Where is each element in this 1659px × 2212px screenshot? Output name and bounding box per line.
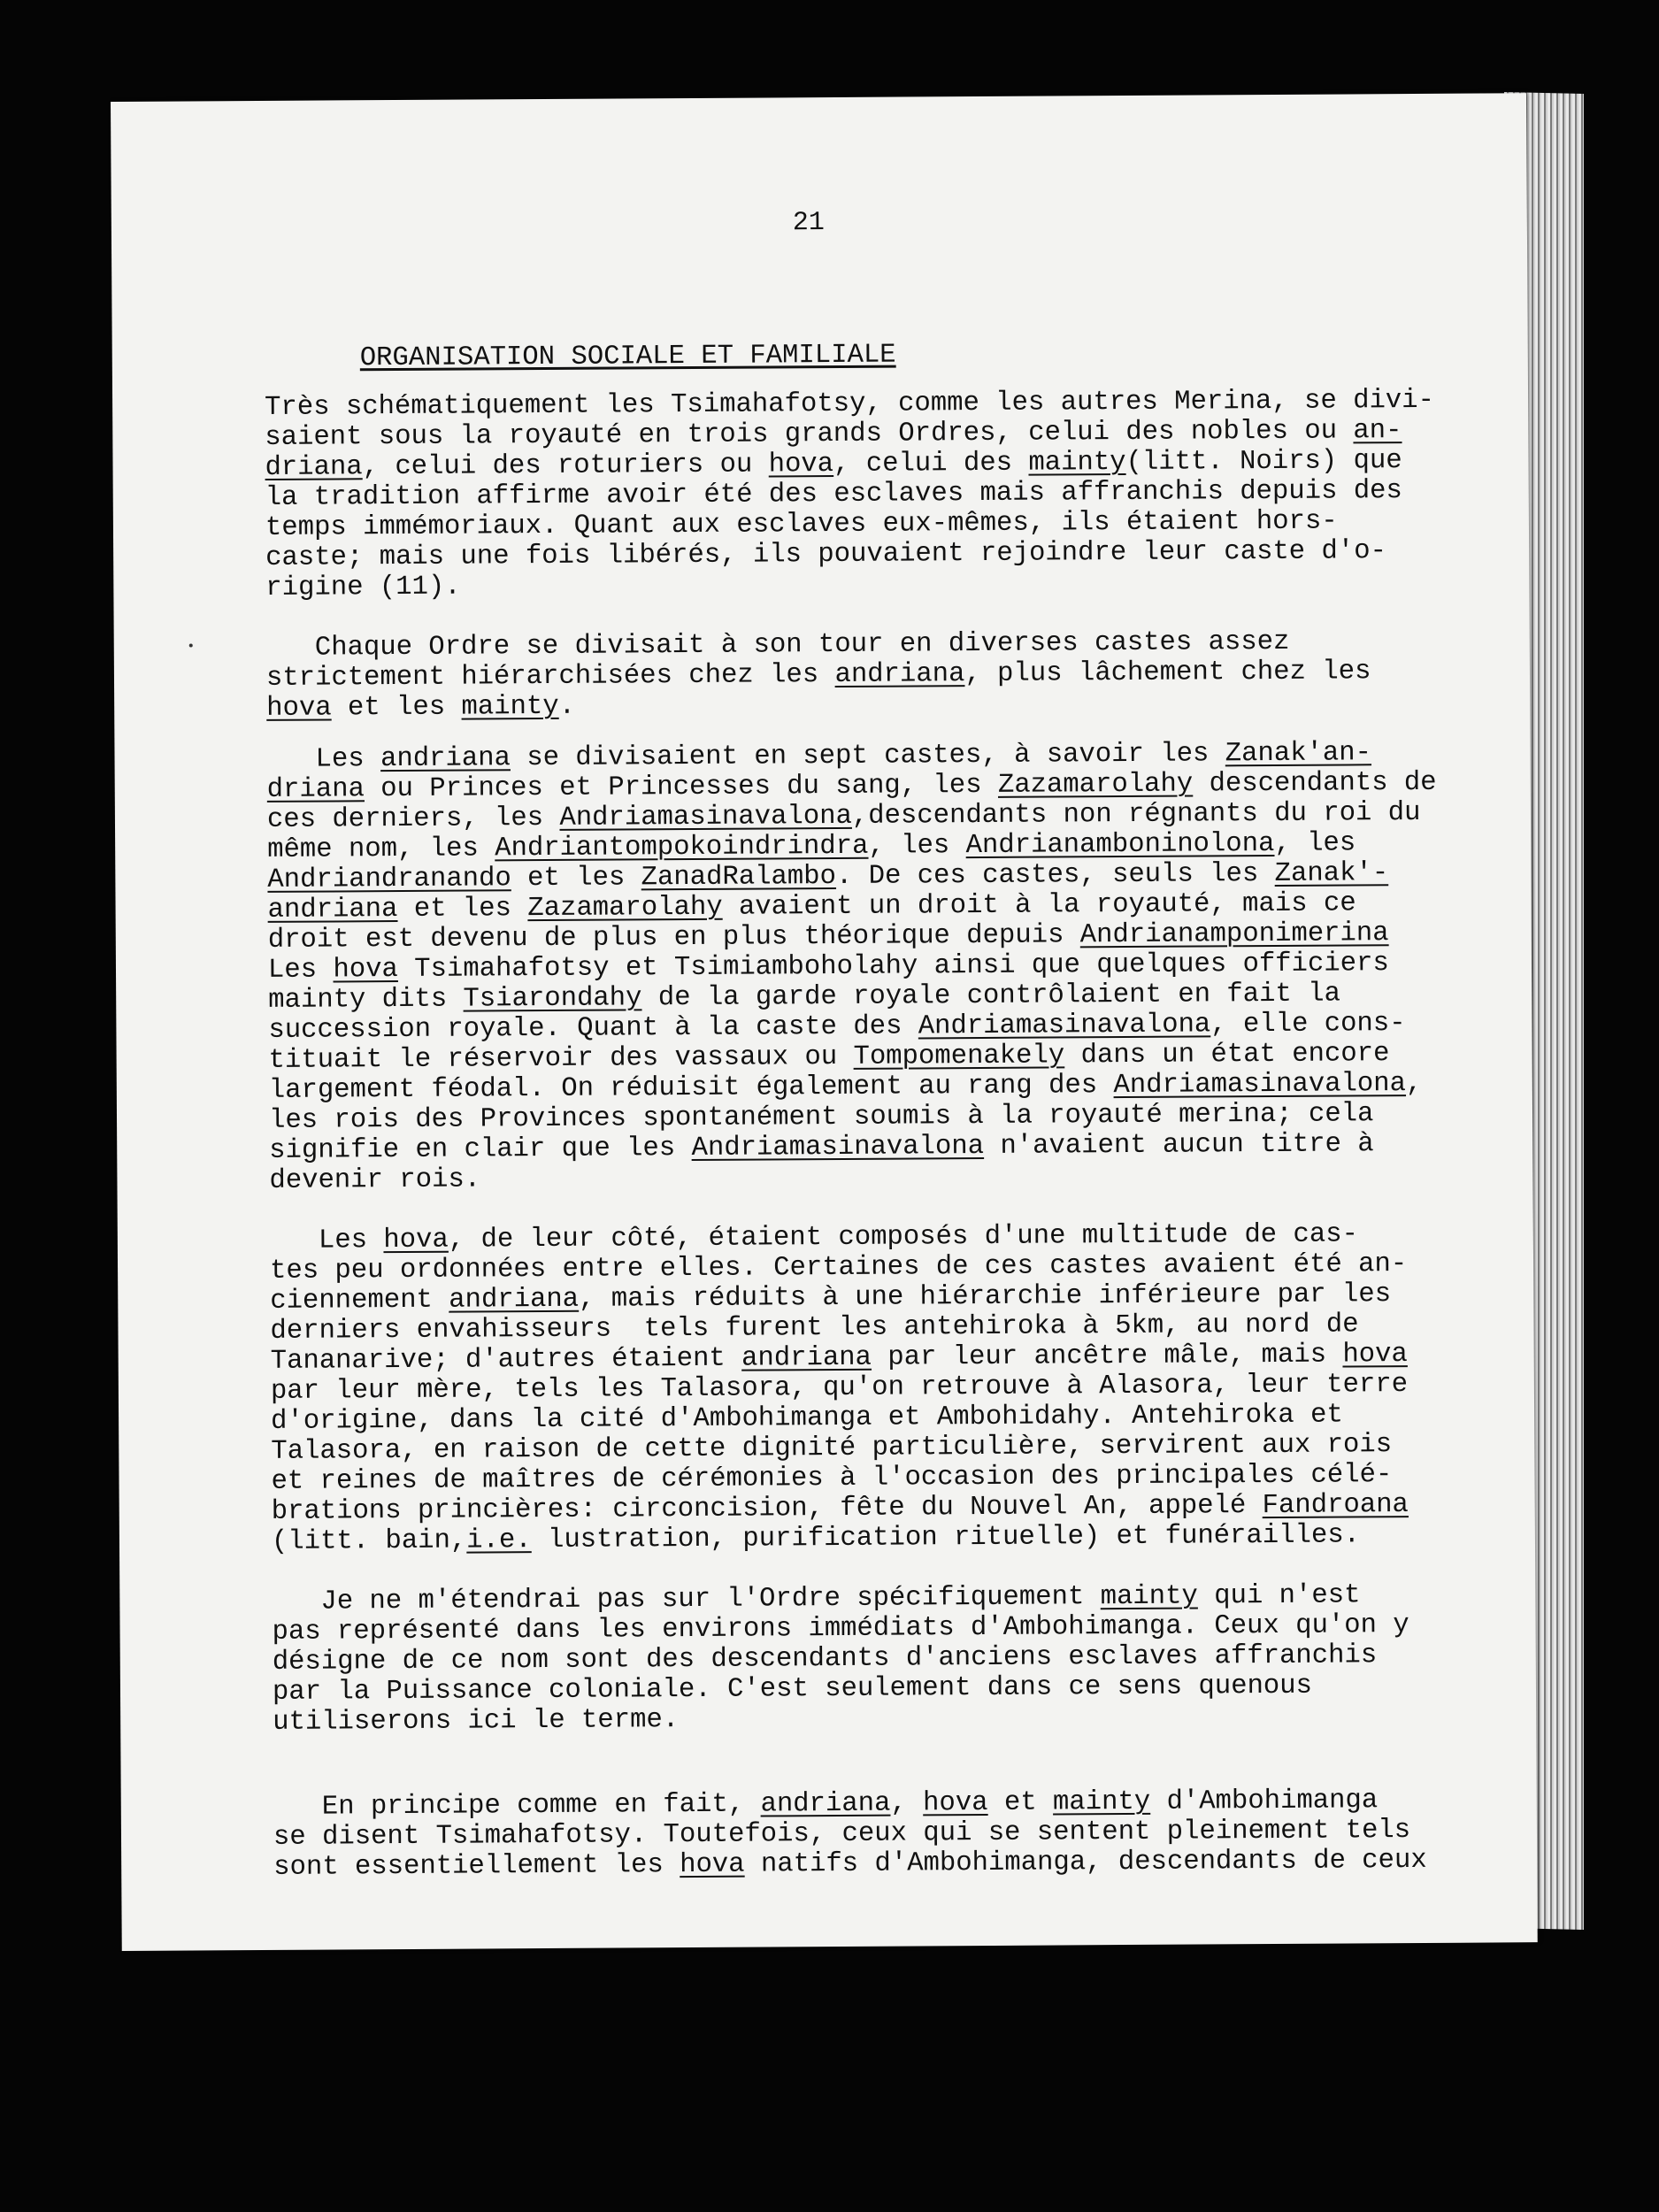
text-run: mainty dits — [268, 984, 464, 1016]
underlined-term: Fandroana — [1262, 1490, 1409, 1522]
underlined-term: Andriamasinavalona — [918, 1010, 1211, 1042]
underlined-term: mainty — [1028, 447, 1126, 479]
underlined-term: hova — [383, 1225, 449, 1256]
underlined-term: andriana — [834, 659, 965, 691]
text-run: droit est devenu de plus en plus théorique depuis — [267, 920, 1080, 956]
underlined-term: Tsiarondahy — [463, 983, 642, 1015]
underlined-term: Andriamasinavalona — [691, 1131, 985, 1164]
underlined-term: hova — [1342, 1340, 1408, 1371]
paragraph — [265, 385, 1522, 603]
text-run: strictement hiérarchisées chez les — [265, 660, 835, 694]
text-run: et les — [331, 692, 462, 724]
text-run: même nom, les — [267, 833, 495, 865]
text-run: par leur ancêtre mâle, mais — [871, 1340, 1343, 1373]
text-run: et — [987, 1787, 1054, 1818]
text-run: . — [558, 691, 576, 722]
text-run: , plus lâchement chez les — [964, 657, 1371, 690]
text-run: pas représenté dans les environs immédiats d'Ambohimanga. Ceux qu'on y — [272, 1610, 1409, 1647]
text-run: , de leur côté, étaient composés d'une multitude de cas- — [448, 1219, 1359, 1256]
underlined-term: Zazamarolahy — [997, 769, 1194, 801]
text-run: , celui des — [833, 448, 1029, 480]
text-run: les rois des Provinces spontanément soumis à la royauté merina; cela — [268, 1099, 1374, 1136]
text-run: se disent Tsimahafotsy. Toutefois, ceux qui se sentent pleinement tels — [273, 1816, 1411, 1853]
text-run: et les — [511, 863, 641, 895]
text-run: , — [890, 1788, 924, 1819]
underlined-term: driana — [265, 452, 363, 483]
text-run: , — [1405, 1068, 1423, 1100]
text-run: brations princières: circoncision, fête du Nouvel An, appelé — [271, 1491, 1263, 1527]
underlined-term: driana — [266, 774, 365, 805]
text-run: ces derniers, les — [266, 803, 560, 835]
underlined-term: Andriamasinavalona — [1113, 1069, 1407, 1102]
underlined-term: hova — [680, 1849, 745, 1881]
underlined-term: andriana — [760, 1788, 891, 1820]
text-run: En principe comme en fait, — [273, 1789, 761, 1823]
text-run: , les — [868, 831, 966, 862]
text-run: saient sous la royauté en trois grands Ordres, celui des nobles ou — [265, 416, 1354, 453]
text-run: natifs d'Ambohimanga, descendants de ceux — [744, 1845, 1427, 1880]
text-run: Chaque Ordre se divisait à son tour en diverses castes assez — [265, 626, 1290, 664]
text-run: Les — [266, 744, 381, 775]
underlined-term: Tompomenakely — [853, 1041, 1065, 1072]
text-run: ou Princes et Princesses du sang, les — [364, 770, 999, 805]
text-run: caste; mais une fois libérés, ils pouvaient rejoindre leur caste d'o- — [265, 536, 1387, 573]
text-run: signifie en clair que les — [269, 1133, 692, 1166]
underlined-term: Andrianamponimerina — [1079, 918, 1389, 951]
text-run: . De ces castes, seuls les — [835, 858, 1275, 893]
section-title: ORGANISATION SOCIALE ET FAMILIALE — [359, 340, 896, 374]
underlined-term: Andriandranando — [267, 864, 511, 895]
text-run: (litt. Noirs) que — [1125, 446, 1402, 478]
text-run: Talasora, en raison de cette dignité particulière, servirent aux rois — [271, 1430, 1393, 1467]
text-run: et reines de maîtres de cérémonies à l'occasion des principales célé- — [271, 1460, 1393, 1497]
text-run: , elle cons- — [1210, 1009, 1406, 1041]
text-run: par la Puissance coloniale. C'est seulement dans ce sens quenous — [272, 1671, 1313, 1708]
underlined-term: Zanak'an- — [1225, 738, 1372, 770]
underlined-term: andriana — [380, 743, 511, 775]
underlined-term: andriana — [267, 895, 398, 926]
text-run: dans un état encore — [1064, 1039, 1390, 1071]
text-run: tituait le réservoir des vassaux ou — [268, 1041, 854, 1076]
text-run: sont essentiellement les — [273, 1850, 680, 1883]
underlined-term: Zanak'- — [1274, 858, 1389, 889]
underlined-term: hova — [923, 1787, 988, 1819]
underlined-term: mainty — [461, 691, 559, 723]
text-run: (litt. bain, — [271, 1525, 467, 1557]
text-run: ,descendants non régnants du roi du — [851, 797, 1421, 832]
text-run: et les — [397, 894, 528, 926]
text-run: Tananarive; d'autres étaient — [270, 1343, 742, 1377]
text-run: se divisaient en sept castes, à savoir les — [510, 739, 1225, 774]
text-run: descendants de — [1193, 767, 1437, 800]
text-run: tes peu ordonnées entre elles. Certaines de ces castes avaient été an- — [269, 1249, 1408, 1286]
text-run: ciennement — [270, 1285, 449, 1317]
text-run: , mais réduits à une hiérarchie inférieure par les — [579, 1279, 1392, 1315]
text-run: succession royale. Quant à la caste des — [268, 1011, 918, 1046]
paragraph — [273, 1785, 1531, 1883]
paragraph — [272, 1579, 1529, 1738]
underlined-term: mainty — [1052, 1786, 1151, 1818]
paragraph — [266, 737, 1525, 1196]
text-run: largement féodal. On réduisit également au rang des — [268, 1071, 1114, 1106]
text-run: désigne de ce nom sont des descendants d'anciens esclaves affranchis — [272, 1640, 1378, 1678]
paragraph — [270, 1218, 1528, 1557]
underlined-term: Andriamasinavalona — [559, 801, 852, 833]
text-run: avaient un droit à la royauté, mais ce — [722, 888, 1356, 923]
text-run: , les — [1274, 828, 1356, 859]
text-run: Tsimahafotsy et Tsimiamboholahy ainsi que quelques officiers — [397, 949, 1389, 986]
text-run: , celui des roturiers ou — [362, 449, 769, 483]
text-run: de la garde royale contrôlaient en fait la — [641, 979, 1341, 1014]
underlined-term: ZanadRalambo — [641, 862, 837, 894]
text-run: Très schématiquement les Tsimahafotsy, comme les autres Merina, se divi- — [265, 385, 1435, 423]
text-run: utiliserons ici le terme. — [273, 1705, 680, 1738]
text-line — [273, 1845, 1530, 1883]
underlined-term: mainty — [1100, 1581, 1198, 1613]
underlined-term: hova — [333, 955, 398, 986]
text-run: derniers envahisseurs tels furent les antehiroka à 5km, au nord de — [270, 1310, 1359, 1347]
text-run: n'avaient aucun titre à — [983, 1129, 1374, 1162]
text-run: temps immémoriaux. Quant aux esclaves eux-mêmes, ils étaient hors- — [265, 506, 1338, 543]
text-run: lustration, purification rituelle) et funérailles. — [531, 1520, 1361, 1556]
underlined-term: andriana — [449, 1284, 580, 1316]
underlined-term: i.e. — [466, 1525, 532, 1556]
text-run: Les — [269, 1225, 384, 1256]
underlined-term: Andriantompokoindrindra — [495, 831, 869, 864]
text-run: Les — [267, 955, 334, 986]
text-run: qui n'est — [1197, 1580, 1361, 1612]
margin-speck — [189, 643, 193, 647]
text-run: d'origine, dans la cité d'Ambohimanga et Ambohidahy. Antehiroka et — [271, 1400, 1343, 1437]
text-run: par leur mère, tels les Talasora, qu'on retrouve à Alasora, leur terre — [270, 1370, 1409, 1407]
page-number: 21 — [792, 208, 825, 239]
paragraph-gap — [273, 1730, 1529, 1793]
text-run: Je ne m'étendrai pas sur l'Ordre spécifiquement — [272, 1582, 1101, 1617]
paragraph — [266, 626, 1524, 724]
text-run: d'Ambohimanga — [1150, 1786, 1379, 1817]
underlined-term: Andrianamboninolona — [965, 828, 1275, 862]
document-page — [111, 93, 1538, 1951]
text-run: devenir rois. — [269, 1164, 481, 1196]
text-run: la tradition affirme avoir été des esclaves mais affranchis depuis des — [265, 476, 1402, 513]
underlined-term: an- — [1353, 416, 1402, 447]
underlined-term: hova — [768, 449, 834, 480]
body-text — [265, 385, 1530, 1883]
underlined-term: andriana — [741, 1342, 872, 1374]
text-run: rigine (11). — [265, 572, 461, 603]
underlined-term: Zazamarolahy — [527, 892, 723, 925]
underlined-term: hova — [266, 693, 332, 724]
